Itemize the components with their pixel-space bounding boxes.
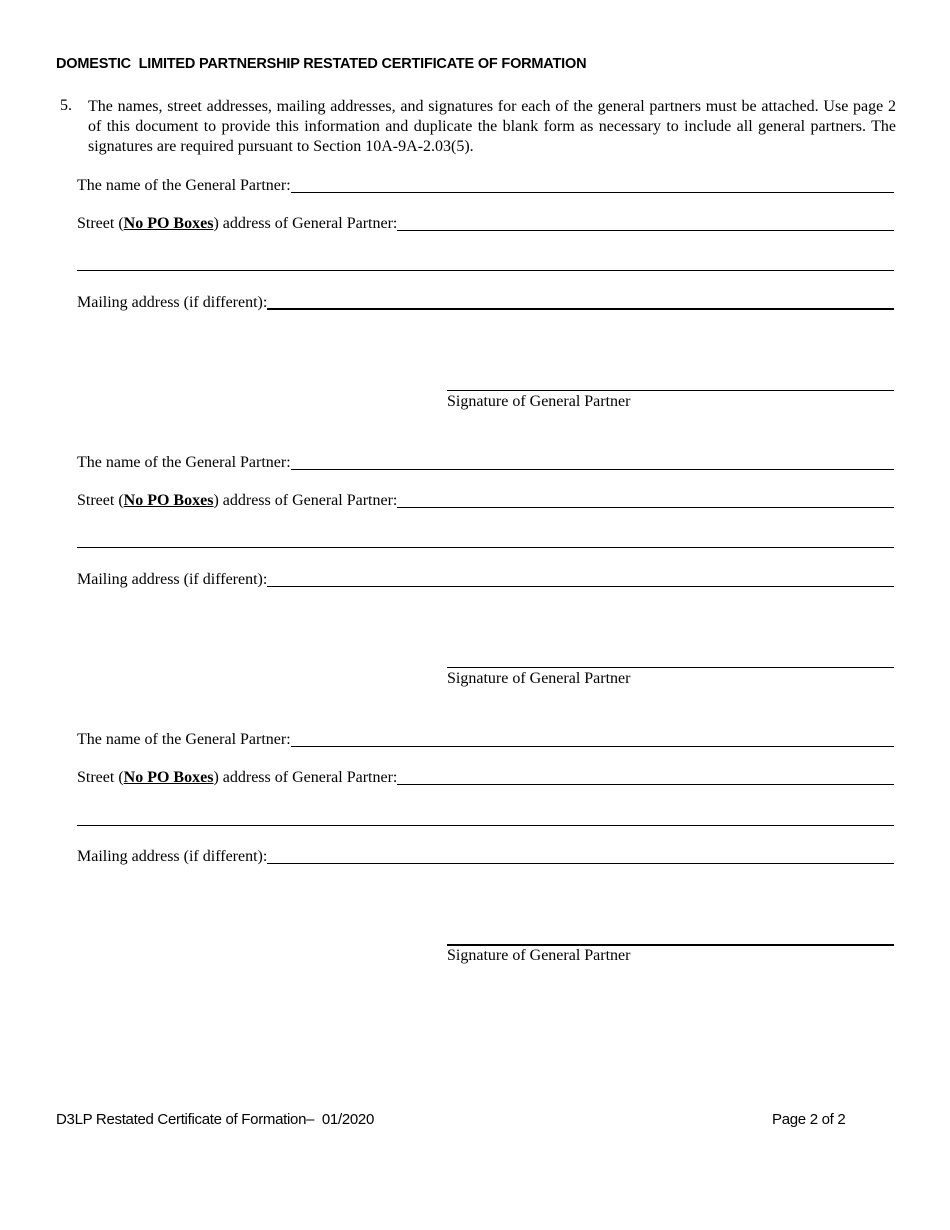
partner-name-label: The name of the General Partner:	[77, 731, 291, 748]
signature-label: Signature of General Partner	[447, 670, 631, 687]
partner-2-street-field[interactable]	[397, 506, 894, 508]
mailing-label: Mailing address (if different):	[77, 571, 268, 588]
partner-3-street-row	[77, 767, 894, 787]
street-label	[77, 769, 397, 787]
partner-3-name-row	[77, 729, 894, 749]
street-label-prefix: Street (	[77, 215, 124, 232]
signature-label: Signature of General Partner	[447, 947, 631, 964]
partner-3-signature-line[interactable]	[447, 944, 894, 946]
partner-2-name-row	[77, 452, 894, 472]
partner-1-name-row	[77, 175, 894, 195]
partner-1-mailing-field[interactable]	[267, 307, 894, 310]
partner-2-name-field[interactable]	[291, 468, 894, 470]
partner-name-label: The name of the General Partner:	[77, 177, 291, 194]
street-label-prefix: Street (	[77, 492, 124, 509]
partner-1-street-field[interactable]	[397, 229, 894, 231]
street-label-suffix: ) address of General Partner:	[213, 215, 398, 232]
instruction-text: The names, street addresses, mailing addresses, and signatures for each of the general partners must be attached. Use page 2 of this document to provide this information and duplicate the blank form as necessary to include all general partners. The signatures are required pursuant to Section 10A-9A-2.03(5).	[88, 98, 896, 155]
partner-name-label: The name of the General Partner:	[77, 454, 291, 471]
mailing-label: Mailing address (if different):	[77, 848, 268, 865]
street-label-suffix: ) address of General Partner:	[213, 769, 398, 786]
partner-2-mailing-row	[77, 569, 894, 589]
partner-3-street-field[interactable]	[397, 783, 894, 785]
partner-3-mailing-row	[77, 846, 894, 866]
partner-1-street-row	[77, 213, 894, 233]
partner-2-street-line-2[interactable]	[77, 547, 894, 548]
partner-1-signature-line[interactable]	[447, 390, 894, 391]
partner-3-mailing-field[interactable]	[267, 862, 894, 864]
no-po-boxes-emphasis: No PO Boxes	[123, 215, 214, 232]
mailing-label: Mailing address (if different):	[77, 294, 268, 311]
partner-2-mailing-field[interactable]	[267, 585, 894, 587]
footer-page-number: Page 2 of 2	[772, 1111, 846, 1128]
street-label	[77, 492, 397, 510]
street-label-prefix: Street (	[77, 769, 124, 786]
street-label	[77, 215, 397, 233]
no-po-boxes-emphasis: No PO Boxes	[123, 492, 214, 509]
partner-1-name-field[interactable]	[291, 191, 894, 193]
partner-1-mailing-row	[77, 292, 894, 312]
partner-3-street-line-2[interactable]	[77, 825, 894, 826]
item-number: 5.	[60, 97, 72, 114]
no-po-boxes-emphasis: No PO Boxes	[123, 769, 214, 786]
street-label-suffix: ) address of General Partner:	[213, 492, 398, 509]
footer-form-id: D3LP Restated Certificate of Formation– 01/2020	[56, 1111, 375, 1128]
partner-2-street-row	[77, 490, 894, 510]
document-title: DOMESTIC LIMITED PARTNERSHIP RESTATED CERTIFICATE OF FORMATION	[56, 56, 587, 72]
partner-2-signature-line[interactable]	[447, 667, 894, 668]
instruction-item-5	[60, 97, 896, 157]
signature-label: Signature of General Partner	[447, 393, 631, 410]
partner-3-name-field[interactable]	[291, 745, 894, 747]
partner-1-street-line-2[interactable]	[77, 270, 894, 271]
